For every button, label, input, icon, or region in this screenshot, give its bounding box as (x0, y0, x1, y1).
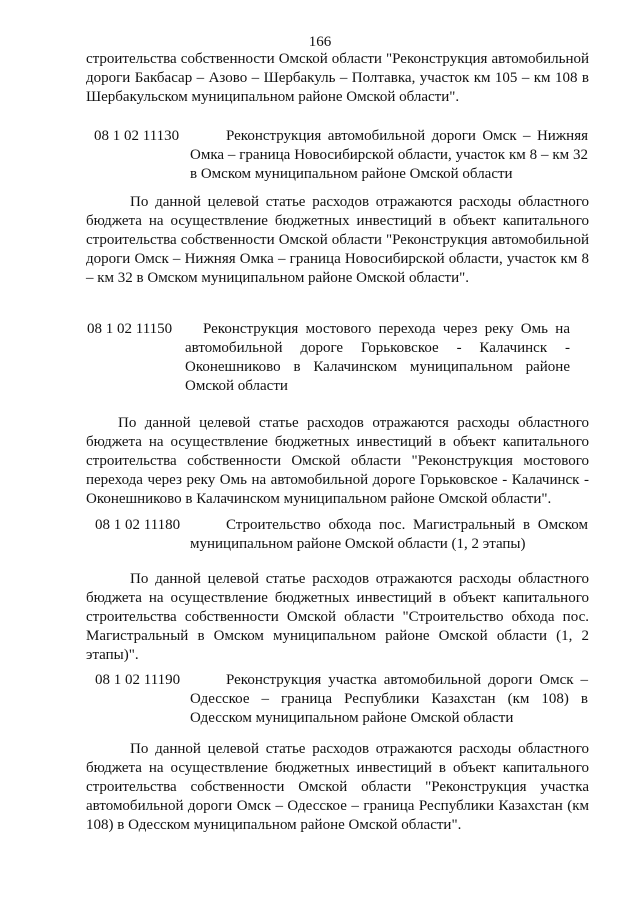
intro-paragraph-text: строительства собственности Омской области "Реконструкция автомобильной дороги Бакбасар – Азово – Шербакуль – Полтавка, участок км 105 – км 108 в Шербакульском муниципальном районе Омской области". (86, 51, 589, 105)
entry-description-11130-text: По данной целевой статье расходов отражаются расходы областного бюджета на осуществление бюджетных инвестиций в объект капитального строительства собственности Омской области "Реконструкция автомобильной дороги Омск – Нижняя Омка – граница Новосибирской области, участок км 8 – км 32 в Омском муниципальном районе Омской области". (86, 194, 589, 286)
page-number: 166 (308, 34, 332, 50)
entry-description-11190-text: По данной целевой статье расходов отражаются расходы областного бюджета на осуществление бюджетных инвестиций в объект капитального строительства собственности Омской области "Реконструкция участка автомобильной дороги Омск – Одесское – граница Республики Казахстан (км 108) в Одесском муниципальном районе Омской области". (86, 741, 589, 833)
entry-description-11190 (86, 740, 589, 835)
entry-description-11180-text: По данной целевой статье расходов отражаются расходы областного бюджета на осуществление бюджетных инвестиций в объект капитального строительства собственности Омской области "Строительство обхода пос. Магистральный в Омском муниципальном районе Омской области (1, 2 этапы)". (86, 571, 589, 663)
entry-title-11180: Строительство обхода пос. Магистральный в Омском муниципальном районе Омской области (1, 2 этапы) (190, 517, 588, 552)
entry-description-11130 (86, 193, 589, 288)
entry-code-11150: 08 1 02 11150 (87, 321, 173, 337)
intro-paragraph (86, 50, 589, 107)
entry-title-11130: Реконструкция автомобильной дороги Омск – Нижняя Омка – граница Новосибирской области, участок км 8 – км 32 в Омском муниципальном районе Омской области (190, 128, 588, 182)
entry-code-11130: 08 1 02 11130 (94, 128, 180, 144)
entry-description-11150 (86, 414, 589, 509)
entry-description-11150-text: По данной целевой статье расходов отражаются расходы областного бюджета на осуществление бюджетных инвестиций в объект капитального строительства собственности Омской области "Реконструкция мостового перехода через реку Омь на автомобильной дороге Горьковское - Калачинск - Оконешниково в Калачинском муниципальном районе Омской области". (86, 415, 589, 507)
entry-title-11150: Реконструкция мостового перехода через реку Омь на автомобильной дороге Горьковское - Калачинск - Оконешниково в Калачинском муниципальном районе Омской области (185, 321, 570, 394)
entry-description-11180 (86, 570, 589, 665)
entry-code-11180: 08 1 02 11180 (95, 517, 181, 533)
entry-title-11190: Реконструкция участка автомобильной дороги Омск – Одесское – граница Республики Казахстан (км 108) в Одесском муниципальном районе Омской области (190, 672, 588, 726)
entry-code-11190: 08 1 02 11190 (95, 672, 181, 688)
